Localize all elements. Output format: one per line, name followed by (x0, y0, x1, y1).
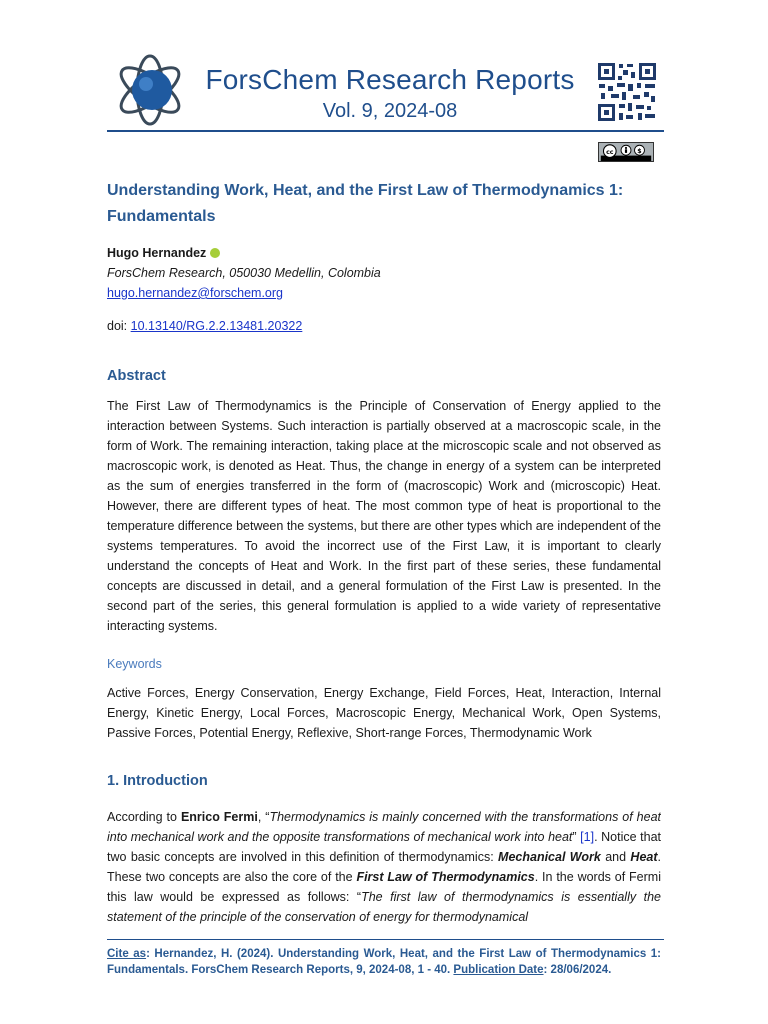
keywords-heading: Keywords (107, 657, 162, 671)
intro-term-mechanical-work: Mechanical Work (498, 850, 601, 864)
creative-commons-by-nc-icon (598, 142, 654, 162)
doi-line (107, 319, 302, 333)
article-title: Understanding Work, Heat, and the First Law of Thermodynamics 1: Fundamentals (107, 182, 624, 225)
publication-date-text: : 28/06/2024. (543, 964, 612, 976)
intro-term-heat: Heat (630, 850, 658, 864)
intro-fermi-quote-2: The first law of thermodynamics is essentially the statement of the principle of the conservation of energy for thermodynamical (107, 890, 661, 924)
abstract-text: The First Law of Thermodynamics is the Principle of Conservation of Energy applied to the interaction between Systems. Such interaction is partially observed at a macroscopic scale, in the form of Work. The remaining interaction, taking place at the microscopic scale and not observed as macroscopic work, is denoted as Heat. Thus, the change in energy of a system can be interpreted as the sum of energies transferred in the form of (macroscopic) Work and (microscopic) Heat. However, there are different types of heat. The most common type of heat is proportional to the temperature difference between the systems, but there are other types which are independent of the systems temperatures. To avoid the incorrect use of the First Law, it is important to clearly understand the concepts of Heat and Work. In the first part of these series, these fundamental concepts are discussed in detail, and a general formulation of the First Law is presented. In the second part of the series, this general formulation is applied to a wide variety of representative interacting systems. (107, 399, 661, 633)
journal-volume: Vol. 9, 2024-08 (322, 100, 458, 122)
atom-logo-icon (112, 50, 188, 128)
author-email-link[interactable]: hugo.hernandez@forschem.org (107, 286, 283, 300)
doi-link[interactable]: 10.13140/RG.2.2.13481.20322 (130, 319, 303, 333)
keywords-text: Active Forces, Energy Conservation, Energy Exchange, Field Forces, Heat, Interaction, Internal Energy, Kinetic Energy, Local Forces, Macroscopic Energy, Mechanical Work, Open Systems, Passive Forces, Potential Energy, Reflexive, Short-range Forces, Thermodynamic Work (107, 686, 661, 740)
introduction-heading: 1. Introduction (107, 773, 208, 789)
orcid-icon[interactable] (210, 248, 220, 258)
author-name-text: Hugo Hernandez (107, 246, 207, 260)
introduction-paragraph (107, 807, 661, 927)
publication-date-label: Publication Date (453, 964, 544, 976)
intro-fermi-quote: Thermodynamics is mainly concerned with the transformations of heat into mechanical work and the opposite transformations of mechanical work into heat (107, 810, 661, 844)
intro-text-a: According to (107, 810, 181, 824)
intro-text-d: . Notice that two basic concepts are involved in this definition of thermodynamics: (107, 830, 661, 864)
journal-title: ForsChem Research Reports (205, 64, 575, 95)
cite-text: : Hernandez, H. (2024). Understanding Work, Heat, and the First Law of Thermodynamics 1: Fundamentals. ForsChem Research Reports, 9, 2024-08, 1 - 40. (107, 948, 662, 976)
intro-text-e: and (600, 850, 631, 864)
intro-text-b: , “ (257, 810, 270, 824)
intro-fermi-name: Enrico Fermi (180, 810, 258, 824)
intro-text-g: . In the words of Fermi this law would be expressed as follows: “ (107, 870, 661, 904)
qr-code-icon (597, 62, 657, 122)
cite-label: Cite as (107, 948, 147, 960)
footer-rule (107, 939, 664, 940)
intro-term-first-law: First Law of Thermodynamics (356, 870, 535, 884)
svg-text:$: $ (637, 147, 642, 155)
doi-label: doi: (107, 319, 128, 333)
author-name (107, 246, 220, 260)
intro-reference-link[interactable]: [1] (580, 830, 595, 844)
svg-text:cc: cc (606, 148, 614, 156)
intro-text-c: ” (572, 830, 581, 844)
abstract-heading: Abstract (107, 368, 166, 384)
author-affiliation: ForsChem Research, 050030 Medellin, Colombia (107, 266, 381, 280)
intro-text-f: . These two concepts are also the core of the (107, 850, 661, 884)
header-rule (107, 130, 664, 132)
citation-footer (107, 946, 661, 978)
